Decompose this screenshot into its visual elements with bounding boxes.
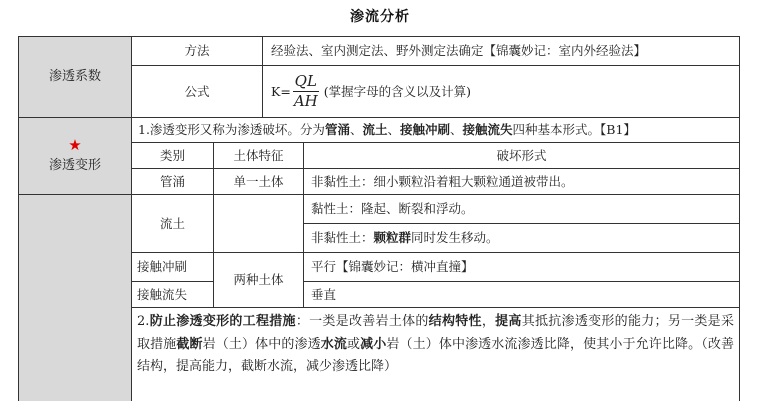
formula-label: 公式 [131, 65, 263, 118]
header-soil: 土体特征 [213, 142, 304, 169]
measures-text: 2.防止渗透变形的工程措施：一类是改善岩土体的结构特性，提高其抵抗渗透变形的能力；另一类是采取措施截断岩（土）体中的渗透水流或减小岩（土）体中渗透水流渗透比降，使其小于允许比降。（改善结构，提高能力，截断水流，减少渗透比降） [137, 314, 734, 374]
notes-table [18, 36, 740, 401]
soil-piping: 单一土体 [213, 168, 304, 195]
method-value: 经验法、室内测定法、野外测定法确定【锦囊妙记：室内外经验法】 [262, 36, 740, 66]
category-permeability-label: 渗透系数 [48, 69, 101, 84]
type-piping: 管涌 [131, 168, 214, 195]
star-icon: ★ [68, 136, 82, 154]
soil-two: 两种土体 [213, 252, 304, 308]
formula-prefix: K= [271, 83, 291, 99]
type-contact-loss: 接触流失 [131, 281, 214, 308]
category-deformation [18, 117, 132, 195]
page-title: 渗流分析 [350, 9, 410, 25]
form-piping: 非黏性土：细小颗粒沿着粗大颗粒通道被带出。 [303, 168, 740, 195]
deformation-intro: 1.渗透变形又称为渗透破坏。分为管涌、流土、接触冲刷、接触流失四种基本形式。【B1】 [131, 117, 740, 143]
form-flow-noncohesive: 非黏性土：颗粒群同时发生移动。 [303, 223, 740, 253]
soil-flow [213, 194, 304, 253]
form-contact-loss: 垂直 [303, 281, 740, 308]
formula-value [262, 65, 740, 118]
formula-fraction [292, 72, 320, 111]
form-flow-cohesive: 黏性土：隆起、断裂和浮动。 [303, 194, 740, 224]
method-label: 方法 [131, 36, 263, 66]
formula-numerator: QL [294, 72, 317, 90]
category-permeability [18, 36, 132, 118]
type-contact-scour: 接触冲刷 [131, 252, 214, 282]
category-deformation-cont [18, 194, 132, 401]
form-contact-scour: 平行【锦囊妙记：横冲直撞】 [303, 252, 740, 282]
header-type: 类别 [131, 142, 214, 169]
header-form: 破坏形式 [303, 142, 740, 169]
type-flow: 流土 [131, 194, 214, 253]
formula-denominator: AH [293, 92, 318, 110]
formula-note: (掌握字母的含义以及计算) [323, 83, 471, 99]
category-deformation-label: 渗透变形 [48, 158, 101, 173]
